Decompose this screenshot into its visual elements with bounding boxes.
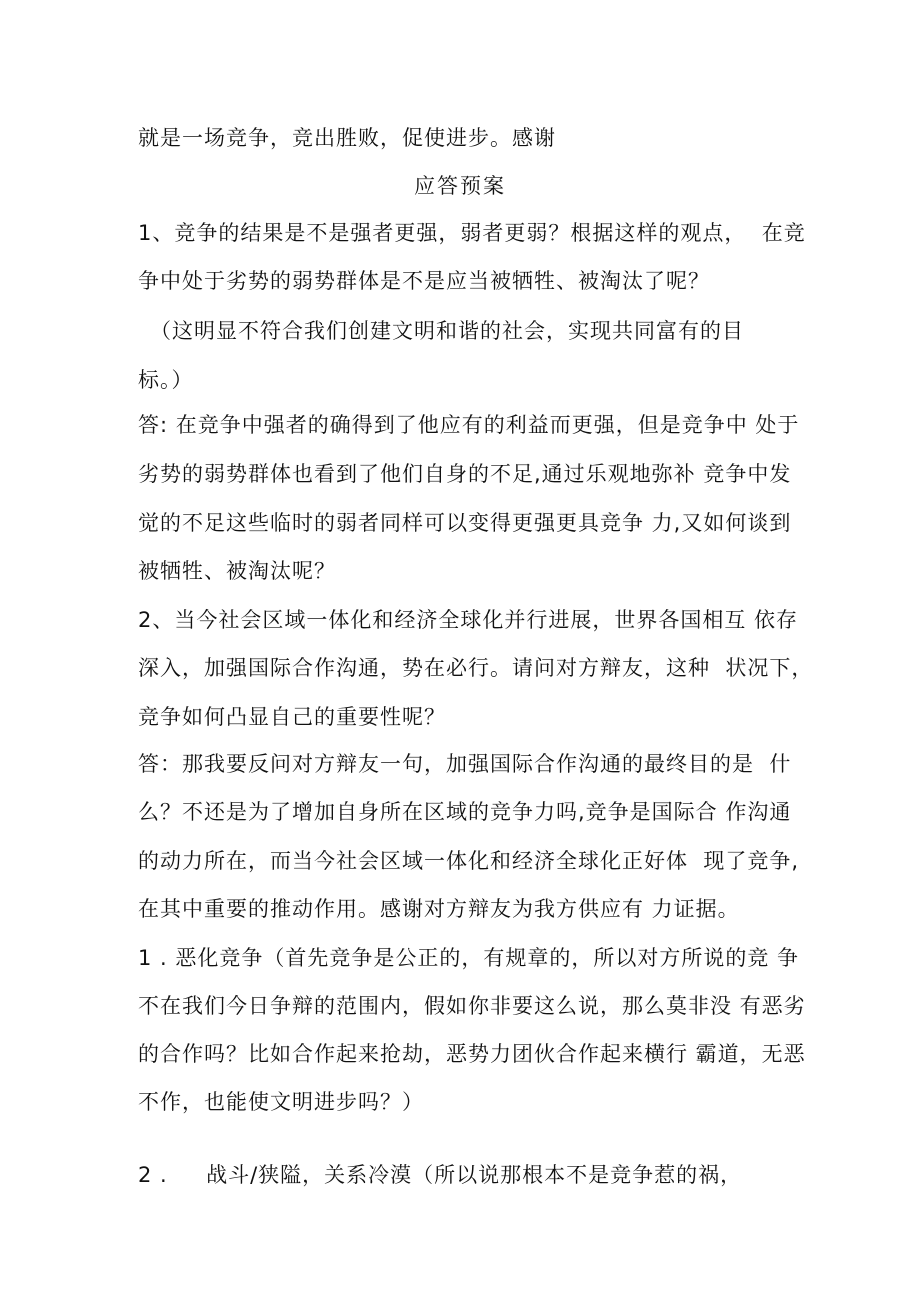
text-line: 在其中重要的推动作用。感谢对方辩友为我方供应有 力证据。 [138,897,740,921]
text-line: 的动力所在，而当今社会区域一体化和经济全球化正好体 现了竞争, [138,849,800,873]
text-line: 劣势的弱势群体也看到了他们自身的不足,通过乐观地弥补 竞争中发 [138,462,792,486]
intro-line: 就是一场竞争，竞出胜败，促使进步。感谢 [138,126,556,150]
text-line: 不作，也能使文明进步吗？） [138,1090,424,1114]
text-line: 竞争如何凸显自己的重要性呢？ [138,705,446,729]
text-line: 深入，加强国际合作沟通，势在必行。请问对方辩友，这种 状况下， [138,656,814,680]
text-line: 争中处于劣势的弱势群体是不是应当被牺牲、被淘汰了呢？ [138,269,710,293]
text-line: 的合作吗？比如合作起来抢劫，恶势力团伙合作起来横行 霸道，无恶 [138,1042,806,1066]
text-line: 么？不还是为了增加自身所在区域的竞争力吗,竞争是国际合 作沟通 [138,800,792,824]
text-line: 2 . 战斗/狭隘，关系冷漠（所以说那根本不是竞争惹的祸， [138,1163,743,1187]
text-line: （这明显不符合我们创建文明和谐的社会，实现共同富有的目 [150,319,744,343]
text-line: 标。） [138,368,194,392]
text-line: 答: 在竞争中强者的确得到了他应有的利益而更强，但是竞争中 处于 [138,413,800,437]
section-title: 应答预案 [414,174,506,198]
text-line: 答：那我要反问对方辩友一句，加强国际合作沟通的最终目的是 什 [138,752,792,776]
text-line: 2、当今社会区域一体化和经济全球化并行进展，世界各国相互 依存 [138,608,799,632]
text-line: 不在我们今日争辩的范围内，假如你非要这么说，那么莫非没 有恶劣 [138,994,806,1018]
text-line: 被牺牲、被淘汰呢？ [138,559,336,583]
text-line: 觉的不足这些临时的弱者同样可以变得更强更具竞争 力,又如何谈到 [138,511,792,535]
text-line: 1、竞争的结果是不是强者更强，弱者更弱？根据这样的观点， 在竞 [138,221,806,245]
text-line: 1 . 恶化竞争（首先竞争是公正的，有规章的，所以对方所说的竞 争 [138,946,800,970]
